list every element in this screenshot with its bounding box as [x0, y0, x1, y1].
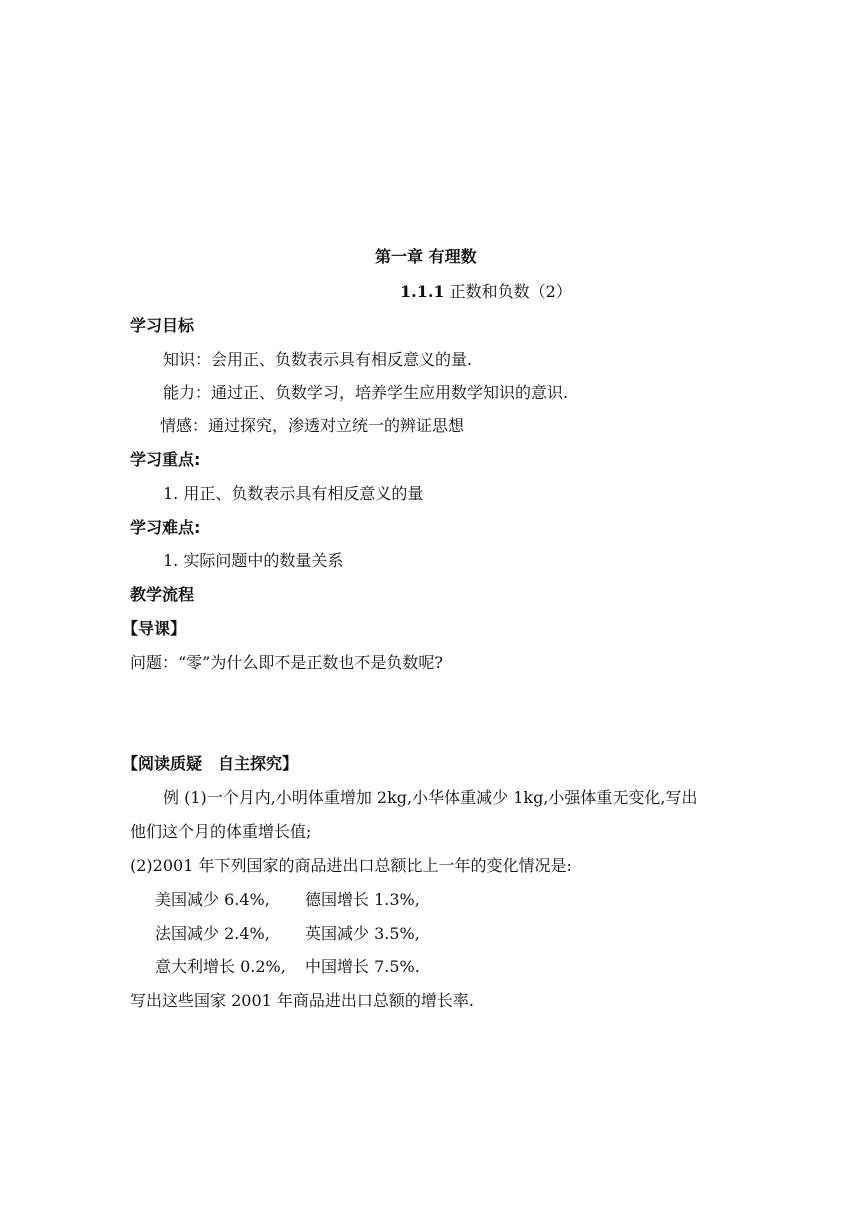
flow-heading: 教学流程 [130, 585, 195, 604]
chapter-title: 第一章 有理数 [375, 247, 477, 266]
objective-ability: 能力：通过正、负数学习，培养学生应用数学知识的意识. [163, 383, 569, 402]
part2-intro: (2)2001 年下列国家的商品进出口总额比上一年的变化情况是: [130, 856, 572, 875]
country-row-right [305, 890, 420, 910]
section-title [400, 282, 572, 302]
example-line-2: 他们这个月的体重增长值; [130, 822, 312, 841]
objectives-heading: 学习目标 [130, 316, 195, 335]
country-left: 美国减少 6.4%, [155, 890, 270, 909]
difficulties-heading: 学习难点: [130, 518, 201, 537]
country-right: 德国增长 1.3%, [305, 890, 420, 909]
intro-question: 问题：“零”为什么即不是正数也不是负数呢? [130, 653, 443, 672]
country-left: 意大利增长 0.2%, [155, 957, 286, 976]
country-row [155, 957, 286, 977]
example-line-1: 例 (1)一个月内,小明体重增加 2kg,小华体重减少 1kg,小强体重无变化,写出 [163, 788, 698, 807]
difficulty-item: 1. 实际问题中的数量关系 [163, 551, 344, 570]
section-name: 正数和负数（2） [449, 282, 572, 301]
objective-emotion: 情感：通过探究，渗透对立统一的辨证思想 [160, 416, 465, 435]
section-number: 1.1.1 [400, 282, 445, 301]
key-points-heading: 学习重点: [130, 450, 201, 469]
reading-heading: 【阅读质疑 自主探究】 [122, 754, 299, 773]
country-row [155, 890, 270, 910]
country-row-right [305, 924, 420, 944]
country-right: 中国增长 7.5%. [305, 957, 420, 976]
key-point-item: 1. 用正、负数表示具有相反意义的量 [163, 484, 424, 503]
intro-heading: 【导课】 [122, 619, 187, 638]
country-left: 法国减少 2.4%, [155, 924, 270, 943]
country-row-right [305, 957, 420, 977]
country-right: 英国减少 3.5%, [305, 924, 420, 943]
country-row [155, 924, 270, 944]
conclusion-line: 写出这些国家 2001 年商品进出口总额的增长率. [130, 991, 474, 1010]
objective-knowledge: 知识：会用正、负数表示具有相反意义的量. [163, 350, 473, 369]
